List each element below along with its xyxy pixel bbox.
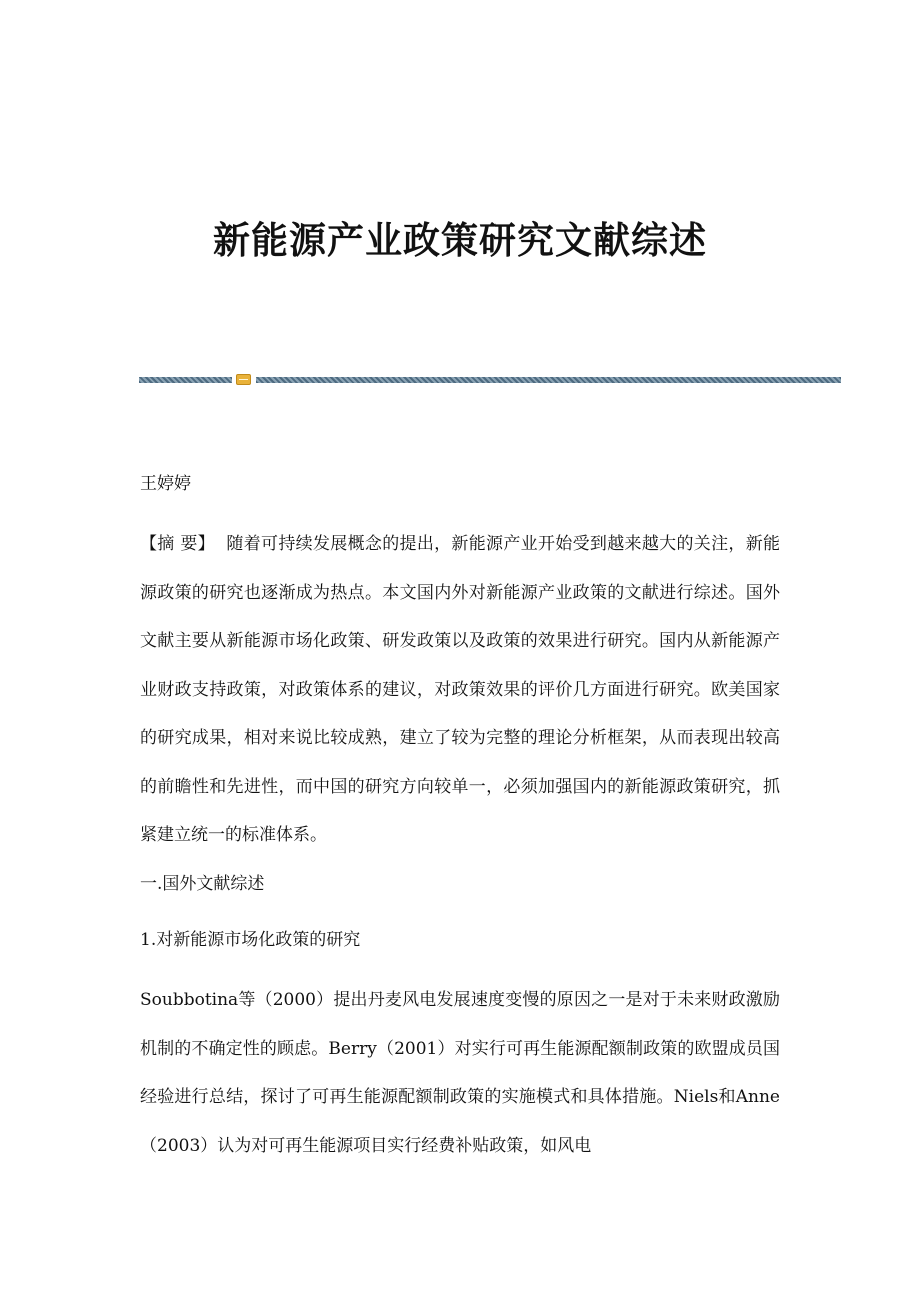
abstract-paragraph [140,520,780,860]
title-divider [139,374,841,386]
section-heading: 一.国外文献综述 [140,874,265,894]
abstract-text: 随着可持续发展概念的提出，新能源产业开始受到越来越大的关注，新能源政策的研究也逐渐成为热点。本文国内外对新能源产业政策的文献进行综述。国外文献主要从新能源市场化政策、研发政策以及政策的效果进行研究。国内从新能源产业财政支持政策，对政策体系的建议，对政策效果的评价几方面进行研究。欧美国家的研究成果，相对来说比较成熟，建立了较为完整的理论分析框架，从而表现出较高的前瞻性和先进性，而中国的研究方向较单一，必须加强国内的新能源政策研究，抓紧建立统一的标准体系。 [140,534,781,845]
envelope-icon [236,374,251,385]
divider-bar-right [256,377,841,383]
divider-bar-left [139,377,232,383]
abstract-label: 【摘 要】 [140,534,215,554]
body-paragraph: Soubbotina等（2000）提出丹麦风电发展速度变慢的原因之一是对于未来财政激励机制的不确定性的顾虑。Berry（2001）对实行可再生能源配额制政策的欧盟成员国经验进行总结，探讨了可再生能源配额制政策的实施模式和具体措施。Niels和Anne（2003）认为对可再生能源项目实行经费补贴政策，如风电 [140,990,780,1156]
subsection-heading: 1.对新能源市场化政策的研究 [140,930,361,950]
author-name: 王婷婷 [140,474,191,494]
document-title: 新能源产业政策研究文献综述 [213,218,707,262]
